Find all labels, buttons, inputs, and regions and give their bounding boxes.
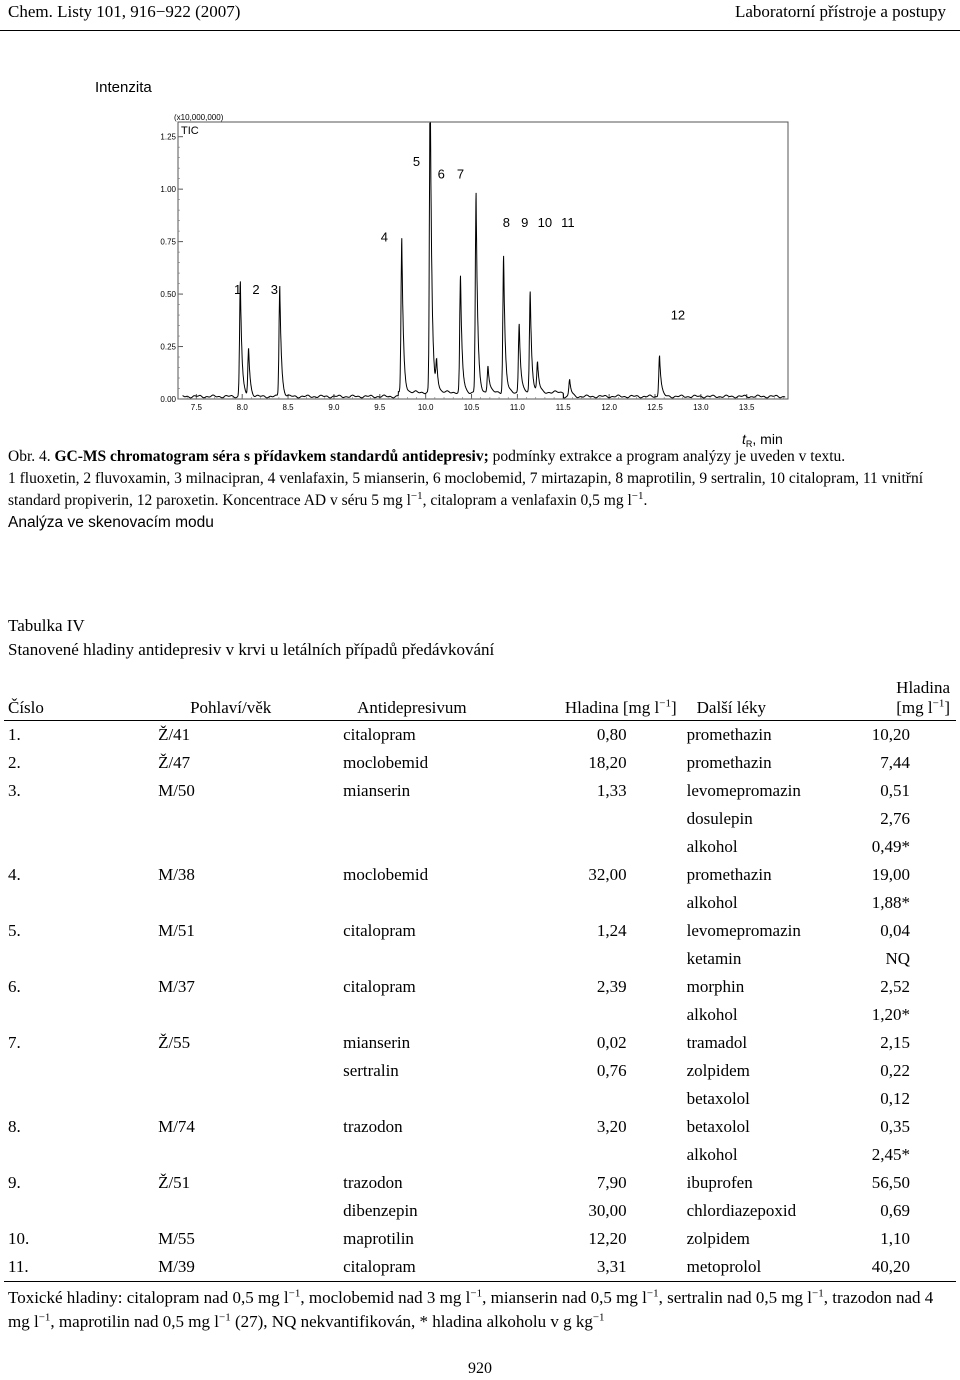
cell-level xyxy=(514,945,687,973)
table-row xyxy=(4,945,956,973)
cell-antidepressant: dibenzepin xyxy=(343,1201,418,1220)
cell-other-level: 0,22 xyxy=(880,1061,910,1080)
other-level-close: ] xyxy=(944,698,950,717)
cell-number: 3. xyxy=(8,781,21,800)
footnote-sup: −1 xyxy=(470,1287,483,1300)
cell-level: 0,02 xyxy=(596,1033,627,1052)
cell-other-level: 1,10 xyxy=(880,1229,910,1248)
cell-sex-age: M/38 xyxy=(158,865,195,884)
cell-other-drug: dosulepin xyxy=(686,809,753,828)
col-header-other-level xyxy=(872,678,956,721)
caption-list: 1 fluoxetin, 2 fluvoxamin, 3 milnacipran, 4 venlafaxin, 5 mianserin, 6 moclobemid, 7 mirtazapin, 8 maprotilin, 9 sertralin, 10 citalopram, 11 vnitřní standard propiverin, 12 paroxetin. Koncentrace AD v séru 5 mg l xyxy=(8,470,924,509)
peak-label: 3 xyxy=(270,282,278,298)
cell-other-level: 1,88* xyxy=(871,893,910,912)
cell-number xyxy=(4,1001,158,1029)
cell-antidepressant: moclobemid xyxy=(343,865,429,884)
cell-other-level: 2,45* xyxy=(871,1145,910,1164)
table-row xyxy=(4,1001,956,1029)
cell-antidepressant xyxy=(343,1001,514,1029)
y-scale-note: (x10,000,000) xyxy=(174,113,224,122)
x-tick-label: 8.5 xyxy=(282,403,294,412)
cell-number xyxy=(4,1085,158,1113)
peak-label: 10 xyxy=(537,214,553,230)
cell-level: 18,20 xyxy=(588,753,627,772)
footnote-sup: −1 xyxy=(592,1311,605,1324)
cell-level: 0,80 xyxy=(514,721,687,750)
cell-number xyxy=(4,1197,158,1225)
peak-label: 7 xyxy=(456,166,465,182)
cell-other-level: 0,35 xyxy=(880,1117,910,1136)
x-tick-label: 9.5 xyxy=(374,403,386,412)
cell-level: 1,24 xyxy=(596,921,627,940)
header-rule xyxy=(0,30,960,31)
cell-sex-age xyxy=(158,1085,343,1113)
cell-antidepressant xyxy=(343,945,514,973)
caption-unit-sup: −1 xyxy=(410,489,423,502)
x-tick-label: 8.0 xyxy=(236,403,248,412)
footnote-sup: −1 xyxy=(288,1287,301,1300)
cell-antidepressant: citalopram xyxy=(343,721,514,750)
cell-other-level: 0,69 xyxy=(880,1201,910,1220)
cell-antidepressant xyxy=(343,805,514,833)
cell-other-drug: alkohol xyxy=(686,893,738,912)
cell-antidepressant: maprotilin xyxy=(343,1229,414,1248)
peak-label: 2 xyxy=(252,282,260,298)
cell-sex-age xyxy=(158,833,343,861)
cell-sex-age xyxy=(158,889,343,917)
cell-number: 2. xyxy=(8,753,21,772)
cell-level xyxy=(514,1085,687,1113)
col-header-level xyxy=(514,678,687,721)
y-tick-label: 0.75 xyxy=(160,237,176,247)
cell-sex-age: M/39 xyxy=(158,1253,343,1282)
cell-number: 8. xyxy=(8,1117,21,1136)
cell-antidepressant xyxy=(343,1085,514,1113)
cell-other-level: 19,00 xyxy=(871,865,910,884)
cell-antidepressant: sertralin xyxy=(343,1061,399,1080)
cell-antidepressant: moclobemid xyxy=(343,753,429,772)
cell-sex-age xyxy=(158,945,343,973)
col-header-other-drugs: Další léky xyxy=(687,678,872,721)
peak-label: 11 xyxy=(561,214,575,230)
x-tick-label: 12.0 xyxy=(601,403,617,412)
y-tick-label: 1.25 xyxy=(160,132,176,142)
cell-level: 30,00 xyxy=(588,1201,627,1220)
other-level-label: Hladina [mg l xyxy=(896,678,950,717)
y-tick-label: 1.00 xyxy=(160,185,176,195)
y-tick-label: 0.50 xyxy=(160,290,176,300)
table-row xyxy=(4,1169,956,1197)
cell-other-level: 0,04 xyxy=(880,921,910,940)
cell-number xyxy=(4,833,158,861)
cell-other-level: 2,15 xyxy=(880,1033,910,1052)
cell-other-drug: levomepromazin xyxy=(686,781,801,800)
caption-scan-mode: Analýza ve skenovacím modu xyxy=(8,514,214,531)
cell-level xyxy=(514,833,687,861)
x-tick-label: 7.5 xyxy=(190,403,202,412)
cell-other-level: 2,76 xyxy=(880,809,910,828)
cell-number: 6. xyxy=(8,977,21,996)
caption-list-end: . xyxy=(643,492,648,509)
footnote-sup: −1 xyxy=(219,1311,231,1324)
cell-other-drug: ketamin xyxy=(686,949,742,968)
cell-number: 5. xyxy=(8,921,21,940)
cell-level: 32,00 xyxy=(588,865,627,884)
cell-other-drug: chlordiazepoxid xyxy=(686,1201,797,1220)
footnote-part: , maprotilin nad 0,5 mg l xyxy=(50,1312,219,1331)
x-tick-label: 10.5 xyxy=(463,403,480,412)
table-row xyxy=(4,749,956,777)
table-title: Stanovené hladiny antidepresiv v krvi u letálních případů předávkování xyxy=(8,640,495,659)
cell-level: 1,33 xyxy=(596,781,627,800)
table-row xyxy=(4,1085,956,1113)
cell-other-drug: ibuprofen xyxy=(686,1173,753,1192)
footnote-sup: −1 xyxy=(646,1287,659,1300)
cell-other-level: 10,20 xyxy=(872,721,956,750)
running-header-left: Chem. Listy 101, 916−922 (2007) xyxy=(8,2,241,21)
table-row xyxy=(4,1197,956,1225)
footnote-sup: −1 xyxy=(812,1287,824,1300)
table-row xyxy=(4,833,956,861)
cell-number xyxy=(4,805,158,833)
cell-sex-age xyxy=(158,1057,343,1085)
x-tick-label: 11.0 xyxy=(509,403,525,412)
cell-other-drug: promethazin xyxy=(686,865,772,884)
cell-other-level: 0,51 xyxy=(880,781,910,800)
cell-level: 3,20 xyxy=(596,1117,627,1136)
table-row xyxy=(4,1141,956,1169)
cell-sex-age xyxy=(158,1001,343,1029)
cell-sex-age xyxy=(158,1197,343,1225)
cell-other-drug: betaxolol xyxy=(686,1089,750,1108)
caption-unit-sup2: −1 xyxy=(631,489,644,502)
cell-other-level: 40,20 xyxy=(872,1253,956,1282)
x-tick-label: 12.5 xyxy=(647,403,663,412)
peak-label: 8 xyxy=(502,214,511,230)
col-header-antidepressant: Antidepresivum xyxy=(343,678,514,721)
cell-level: 2,39 xyxy=(596,977,627,996)
caption-list-cont: , citalopram a venlafaxin 0,5 mg l xyxy=(422,492,632,509)
cell-other-drug: levomepromazin xyxy=(686,921,801,940)
cell-level xyxy=(514,889,687,917)
cell-antidepressant: trazodon xyxy=(343,1117,403,1136)
chromatogram-chart xyxy=(0,100,960,450)
table-row xyxy=(4,1029,956,1057)
table-caption xyxy=(8,614,494,662)
cell-other-drug: alkohol xyxy=(686,837,738,856)
y-tick-label: 0.00 xyxy=(160,395,176,404)
x-tick-label: 10.0 xyxy=(417,403,434,412)
footnote-part: , mianserin nad 0,5 mg l xyxy=(482,1288,647,1307)
cell-antidepressant xyxy=(343,889,514,917)
table-row xyxy=(4,861,956,889)
cell-level: 0,76 xyxy=(596,1061,627,1080)
cell-number: 7. xyxy=(8,1033,21,1052)
x-tick-label: 13.0 xyxy=(693,403,709,412)
col-header-number: Číslo xyxy=(4,678,158,721)
x-tick-label: 9.0 xyxy=(328,403,340,412)
table-row xyxy=(4,917,956,945)
table-footnote xyxy=(8,1286,954,1334)
cell-antidepressant: mianserin xyxy=(343,1033,411,1052)
cell-level: 12,20 xyxy=(588,1229,627,1248)
cell-other-level: 2,52 xyxy=(880,977,910,996)
cell-other-level: 56,50 xyxy=(871,1173,910,1192)
figure-caption xyxy=(8,446,952,534)
cell-antidepressant xyxy=(343,833,514,861)
peak-label: 6 xyxy=(437,166,445,182)
cell-other-drug: alkohol xyxy=(686,1145,738,1164)
cell-number: 11. xyxy=(4,1253,158,1282)
cell-other-level: 7,44 xyxy=(880,753,910,772)
cell-sex-age xyxy=(158,805,343,833)
running-header-right: Laboratorní přístroje a postupy xyxy=(734,2,946,21)
cell-level: 7,90 xyxy=(596,1173,627,1192)
x-axis-label: $t_R$, min xyxy=(742,431,783,449)
cell-antidepressant: trazodon xyxy=(343,1173,403,1192)
y-tick-label: 0.25 xyxy=(160,342,176,352)
cell-other-drug: zolpidem xyxy=(686,1061,750,1080)
peak-label: 1 xyxy=(234,282,242,298)
cell-other-level: NQ xyxy=(885,949,910,968)
cell-other-drug: morphin xyxy=(686,977,745,996)
cell-number: 1. xyxy=(4,721,158,750)
cell-other-drug: metoprolol xyxy=(687,1253,872,1282)
footnote-part: , trazodon nad 4 mg l xyxy=(8,1288,934,1331)
cell-other-level: 1,20* xyxy=(871,1005,910,1024)
cell-other-drug: alkohol xyxy=(686,1005,738,1024)
cell-number xyxy=(4,1141,158,1169)
cell-sex-age: Ž/55 xyxy=(158,1033,191,1052)
cell-other-drug: promethazin xyxy=(687,721,872,750)
table-row xyxy=(4,889,956,917)
cell-other-drug: tramadol xyxy=(686,1033,748,1052)
cell-sex-age xyxy=(158,1141,343,1169)
level-label: Hladina [mg l xyxy=(564,698,660,717)
caption-title-rest: podmínky extrakce a program analýzy je uveden v textu. xyxy=(488,448,846,465)
table-row xyxy=(4,721,956,750)
cell-number xyxy=(4,1057,158,1085)
footnote-sup: −1 xyxy=(38,1311,51,1324)
cell-antidepressant: mianserin xyxy=(343,781,411,800)
cell-sex-age: M/74 xyxy=(158,1117,195,1136)
table-row xyxy=(4,973,956,1001)
cell-antidepressant: citalopram xyxy=(343,921,416,940)
cell-sex-age: M/51 xyxy=(158,921,195,940)
x-tick-label: 13.5 xyxy=(738,403,755,412)
level-close: ] xyxy=(670,698,677,717)
cell-other-level: 0,49* xyxy=(871,837,910,856)
table-header-row xyxy=(4,678,956,721)
table-body xyxy=(4,721,956,1282)
table-row xyxy=(4,1057,956,1085)
cell-other-drug: zolpidem xyxy=(686,1229,750,1248)
other-level-unit-sup: −1 xyxy=(932,697,945,710)
peak-label: 12 xyxy=(670,307,686,323)
cell-level xyxy=(514,805,687,833)
caption-title: GC-MS chromatogram séra s přídavkem standardů antidepresiv; xyxy=(54,448,489,465)
cell-sex-age: M/37 xyxy=(158,977,195,996)
table-row xyxy=(4,777,956,805)
cell-other-drug: betaxolol xyxy=(686,1117,750,1136)
level-unit-sup: −1 xyxy=(659,697,671,710)
footnote-part: (27), NQ nekvantifikován, * hladina alkoholu v g kg xyxy=(230,1312,593,1331)
tic-trace xyxy=(183,123,786,398)
cell-number: 9. xyxy=(8,1173,21,1192)
cell-antidepressant xyxy=(343,1141,514,1169)
cell-sex-age: M/50 xyxy=(158,781,195,800)
cell-level xyxy=(514,1141,687,1169)
table-row xyxy=(4,1113,956,1141)
footnote-part: , moclobemid nad 3 mg l xyxy=(300,1288,471,1307)
cell-level xyxy=(514,1001,687,1029)
cell-sex-age: Ž/51 xyxy=(158,1173,191,1192)
caption-lead: Obr. 4. xyxy=(8,448,51,465)
footnote-part: Toxické hladiny: citalopram nad 0,5 mg l xyxy=(8,1288,289,1307)
cell-sex-age: Ž/47 xyxy=(158,753,191,772)
cell-number: 4. xyxy=(8,865,21,884)
data-table xyxy=(4,678,956,1282)
page-number: 920 xyxy=(468,1360,492,1377)
cell-number: 10. xyxy=(8,1229,30,1248)
table-row xyxy=(4,1225,956,1253)
table-label: Tabulka IV xyxy=(8,616,85,635)
peak-label: 9 xyxy=(521,214,529,230)
table-row xyxy=(4,805,956,833)
trace-label: TIC xyxy=(181,125,199,137)
x-tick-label: 11.5 xyxy=(555,403,571,412)
peak-label: 5 xyxy=(412,154,421,170)
cell-level: 3,31 xyxy=(514,1253,687,1282)
cell-number xyxy=(4,945,158,973)
col-header-sex-age: Pohlaví/věk xyxy=(158,678,343,721)
peak-label: 4 xyxy=(380,229,389,245)
cell-antidepressant: citalopram xyxy=(343,977,416,996)
cell-sex-age: M/55 xyxy=(158,1229,195,1248)
cell-other-level: 0,12 xyxy=(880,1089,910,1108)
table-row xyxy=(4,1253,956,1282)
chart-y-axis-label: Intenzita xyxy=(95,79,152,96)
cell-sex-age: Ž/41 xyxy=(158,721,343,750)
cell-other-drug: promethazin xyxy=(686,753,772,772)
cell-antidepressant: citalopram xyxy=(343,1253,514,1282)
cell-number xyxy=(4,889,158,917)
footnote-part: , sertralin nad 0,5 mg l xyxy=(658,1288,813,1307)
plot-frame xyxy=(178,122,788,399)
